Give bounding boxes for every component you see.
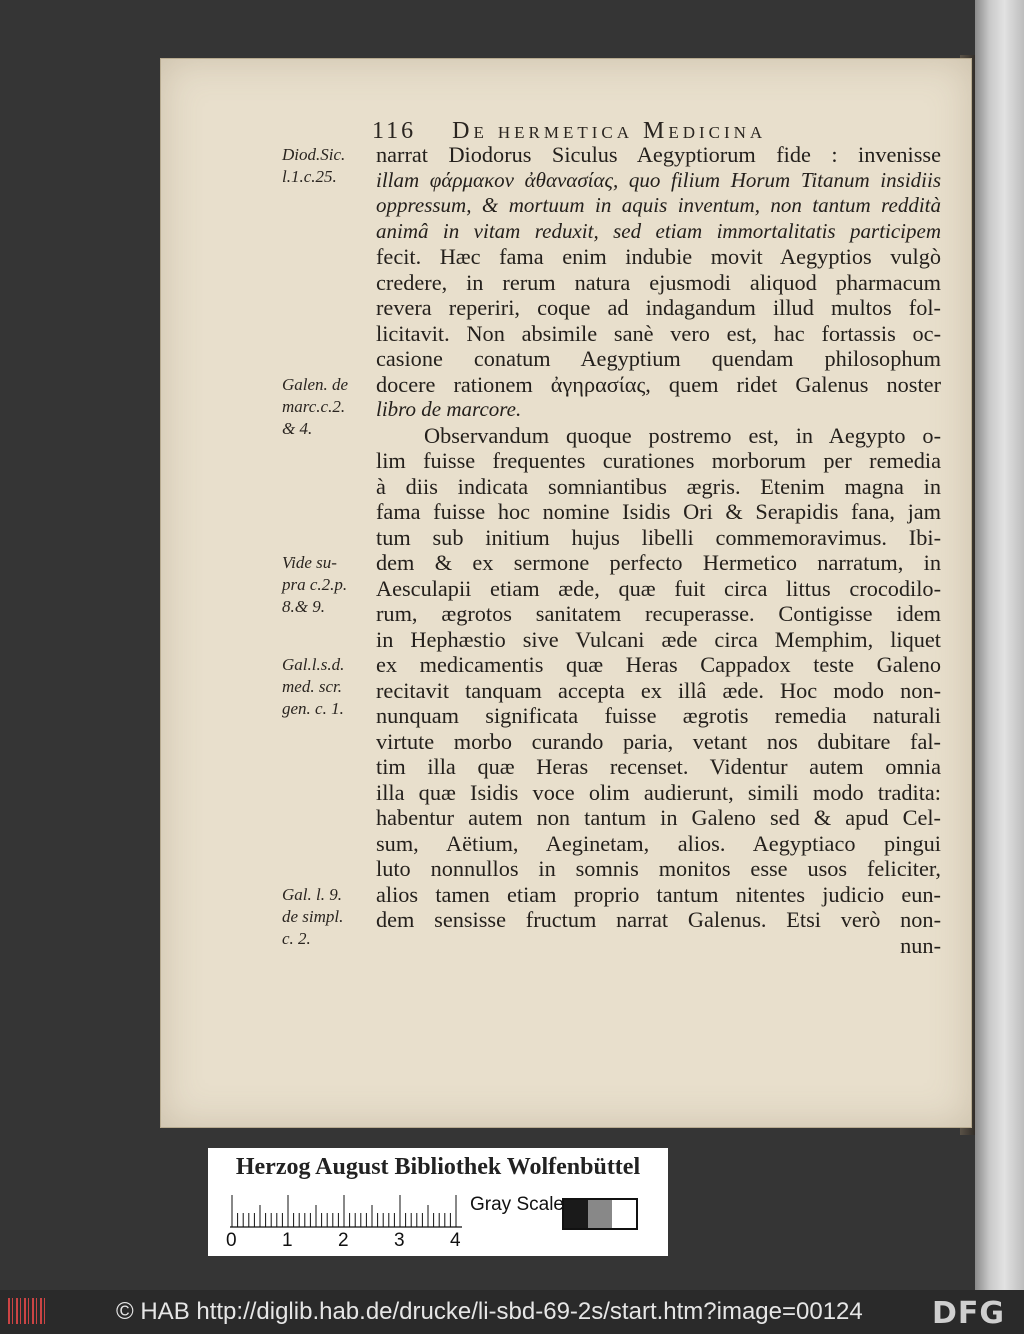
text-line: credere, in rerum natura ejusmodi aliquod pharmacum: [376, 269, 941, 295]
text-line: casione conatum Aegyptium quendam philosophum: [376, 346, 941, 371]
text-line: à diis indicata somniantibus ægris. Etenim magna in: [376, 473, 941, 499]
dfg-logo: DFG: [932, 1296, 1006, 1331]
gray-swatch: [564, 1200, 588, 1228]
text-line: fecit. Hæc fama enim indubie movit Aegyptios vulgò: [376, 244, 941, 269]
scanner-board: [975, 0, 1024, 1290]
marginal-note: Gal.l.s.d. med. scr. gen. c. 1.: [282, 655, 345, 718]
ruler-number: 3: [394, 1230, 405, 1251]
ruler-number: 1: [282, 1230, 293, 1251]
text-line: recitavit tanquam accepta ex illâ æde. Hoc modo non-: [376, 677, 941, 703]
text-line: libro de marcore.: [376, 397, 522, 421]
ruler: [230, 1194, 462, 1228]
marginal-note: Galen. de marc.c.2. & 4.: [282, 374, 349, 438]
text-line: nunquam significata fuisse ægrotis remedia naturali: [376, 703, 941, 728]
text-line: revera reperiri, coque ad indagandum illud multos fol-: [376, 295, 941, 320]
text-line: fama fuisse hoc nomine Isidis Ori & Serapidis fana, jam: [376, 499, 941, 524]
gray-scale-label: Gray Scale: [470, 1194, 564, 1215]
text-line: dem & ex sermone perfecto Hermetico narratum, in: [376, 550, 941, 575]
ruler-numbers: [226, 1230, 476, 1252]
page-number: 116: [372, 118, 417, 144]
marginal-note: Diod.Sic. l.1.c.25.: [282, 145, 346, 186]
text-line: docere rationem ἀγηρασίας, quem ridet Galenus noster: [376, 371, 941, 397]
text-line: rum, ægrotos sanitatem recuperasse. Contigisse idem: [376, 601, 941, 626]
ruler-number: 2: [338, 1230, 349, 1251]
gray-swatch: [612, 1200, 636, 1228]
text-line: Aesculapii etiam æde, quæ fuit circa littus crocodilo-: [376, 575, 941, 601]
text-line: animâ in vitam reduxit, sed etiam immortalitatis participem: [376, 218, 941, 243]
gray-scale-swatch: [562, 1198, 638, 1230]
text-line: oppressum, & mortuum in aquis inventum, non tantum reddità: [376, 193, 941, 217]
ruler-number: 4: [450, 1230, 461, 1251]
gray-swatch: [588, 1200, 612, 1228]
text-line: tim illa quæ Heras recenset. Videntur autem omnia: [376, 754, 941, 779]
main-text: [376, 142, 941, 958]
text-line: ex medicamentis quæ Heras Cappadox teste Galeno: [376, 652, 941, 677]
text-line: dem sensisse fructum narrat Galenus. Etsi verò non-: [376, 907, 941, 932]
marginal-note: Vide su- pra c.2.p. 8.& 9.: [282, 553, 348, 616]
running-head: [372, 118, 942, 145]
text-line: illa quæ Isidis voce olim audierunt, simili modo tradita:: [376, 779, 941, 805]
text-line: licitavit. Non absimile sanè vero est, hac fortassis oc-: [376, 320, 941, 346]
text-line: Observandum quoque postremo est, in Aegypto o-: [424, 422, 941, 448]
text-line: nun-: [900, 932, 941, 958]
marginal-note: Gal. l. 9. de simpl. c. 2.: [282, 884, 344, 948]
text-line: lim fuisse frequentes curationes morborum per remedia: [376, 448, 941, 473]
text-line: narrat Diodorus Siculus Aegyptiorum fide : invenisse: [376, 142, 941, 167]
copyright-url[interactable]: © HAB http://diglib.hab.de/drucke/li-sbd-69-2s/start.htm?image=00124: [116, 1298, 863, 1325]
footer-bar: [0, 1290, 1024, 1334]
text-line: luto nonnullos in somnis monitos esse usos feliciter,: [376, 856, 941, 881]
text-line: tum sub initium hujus libelli commemoravimus. Ibi-: [376, 524, 941, 550]
text-line: virtute morbo curando paria, vetant nos dubitare fal-: [376, 728, 941, 754]
text-line: in Hephæstio sive Vulcani æde circa Memphim, liquet: [376, 626, 941, 652]
ruler-number: 0: [226, 1230, 237, 1251]
text-line: alios tamen etiam proprio tantum nitentes judicio eun-: [376, 881, 941, 907]
color-reference-card: [208, 1148, 668, 1256]
text-line: sum, Aëtium, Aeginetam, alios. Aegyptiaco pingui: [376, 830, 941, 856]
text-line: habentur autem non tantum in Galeno sed & apud Cel-: [376, 805, 941, 830]
library-name: Herzog August Bibliothek Wolfenbüttel: [235, 1154, 641, 1180]
running-title: De hermetica Medicina: [452, 118, 767, 144]
text-line: illam φάρμακον ἀθανασίας, quo filium Horum Titanum insidiis: [376, 167, 941, 192]
barcode-icon: [8, 1298, 48, 1324]
